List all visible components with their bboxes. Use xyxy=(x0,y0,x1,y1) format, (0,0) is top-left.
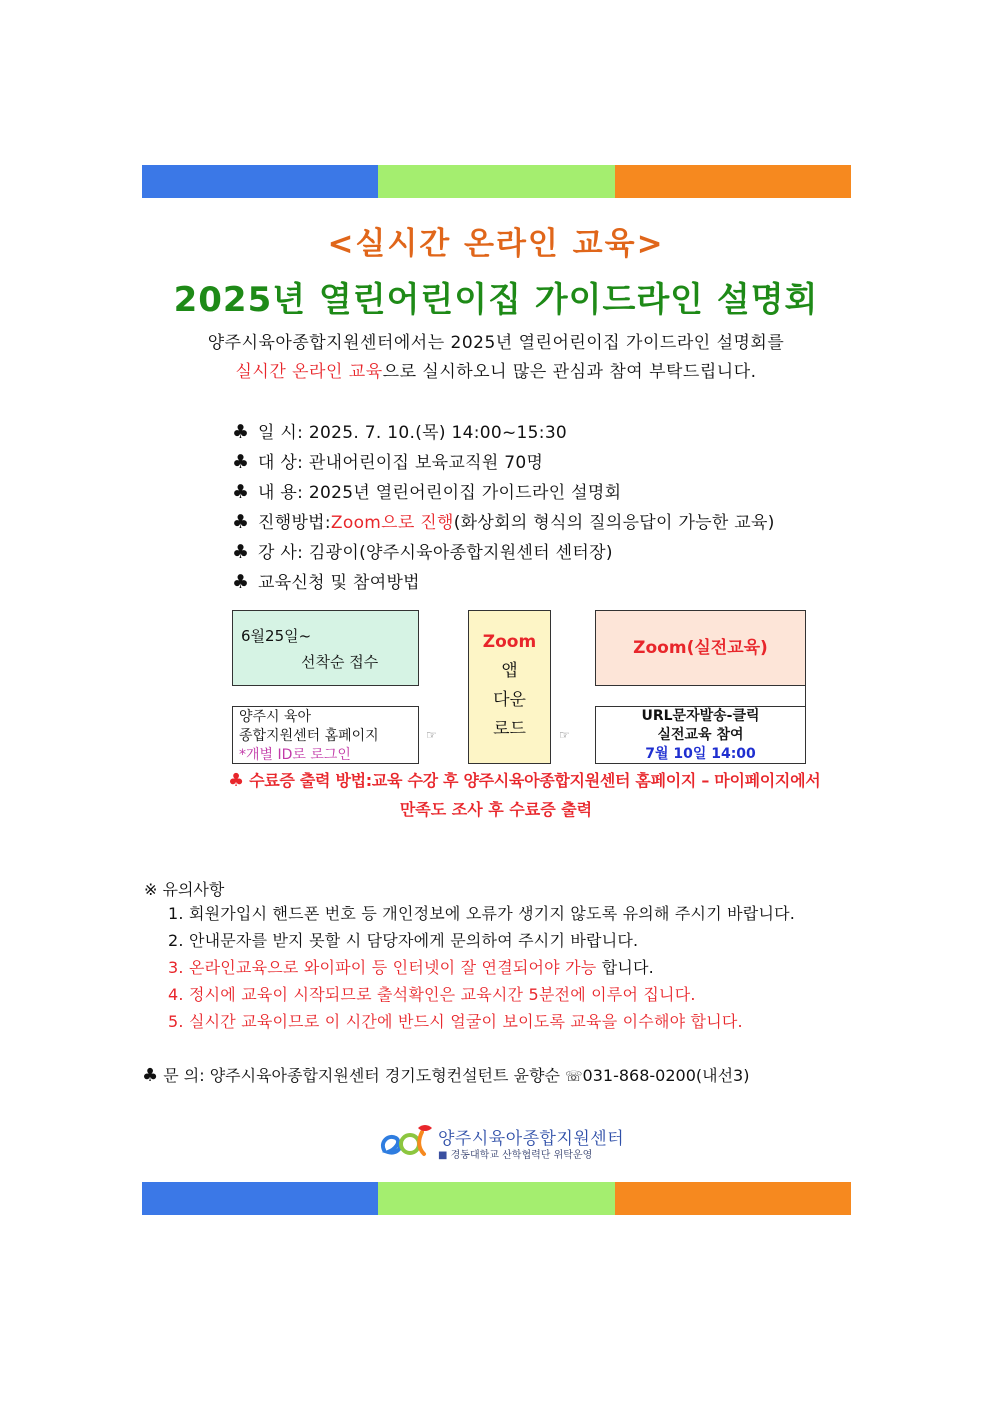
homepage-line1: 양주시 육아 xyxy=(239,709,312,725)
club-icon: ♣ xyxy=(232,421,250,443)
club-icon: ♣ xyxy=(232,571,250,593)
contact-value: 양주시육아종합지원센터 경기도형컨설턴트 윤향순 xyxy=(209,1066,560,1085)
intro-line1: 양주시육아종합지원센터에서는 2025년 열린어린이집 가이드라인 설명회를 xyxy=(207,333,785,353)
phone-icon: ☏ xyxy=(565,1069,583,1085)
item-label: 내 용: xyxy=(258,483,304,503)
item-label: 강 사: xyxy=(258,543,304,563)
club-icon: ♣ xyxy=(228,770,244,791)
info-list xyxy=(232,421,775,601)
note-item: 5. 실시간 교육이므로 이 시간에 반드시 얼굴이 보이도록 교육을 이수해야 합니다. xyxy=(168,1012,743,1031)
note-item: 4. 정시에 교육이 시작되므로 출석확인은 교육시간 5분전에 이루어 집니다. xyxy=(168,985,696,1004)
zoom-load: 로드 xyxy=(493,719,526,739)
zoom-app: 앱 xyxy=(501,661,518,681)
flow-box-homepage xyxy=(232,706,419,764)
club-icon: ♣ xyxy=(232,481,250,503)
item-label: 대 상: xyxy=(258,453,304,473)
bar-green-segment xyxy=(378,1182,614,1215)
logo-mark-icon xyxy=(378,1120,436,1162)
notes-title: ※ 유의사항 xyxy=(144,880,225,899)
registration-note: 선착순 접수 xyxy=(301,653,379,671)
item-value: 김광이(양주시육아종합지원센터 센터장) xyxy=(308,543,613,563)
info-item-target xyxy=(232,451,775,481)
club-icon: ♣ xyxy=(232,541,250,563)
title-line1: <실시간 온라인 교육> xyxy=(327,226,665,262)
item-value: (화상회의 형식의 질의응답이 가능한 교육) xyxy=(453,513,775,533)
info-item-content xyxy=(232,481,775,511)
item-label: 진행방법: xyxy=(258,513,331,533)
certificate-line1 xyxy=(228,768,820,791)
intro-line2 xyxy=(0,357,992,382)
zoom-down: 다운 xyxy=(493,690,526,710)
hand-pointer-icon: ☞ xyxy=(426,728,437,742)
note-item: 2. 안내문자를 받지 못할 시 담당자에게 문의하여 주시기 바랍니다. xyxy=(168,931,639,950)
hand-pointer-icon: ☞ xyxy=(559,728,570,742)
title-line2: 2025년 열린어린이집 가이드라인 설명회 xyxy=(173,280,819,320)
url-date: 7월 10일 14:00 xyxy=(645,746,756,762)
homepage-login-note: *개별 ID로 로그인 xyxy=(239,747,351,763)
item-label: 교육신청 및 참여방법 xyxy=(258,573,420,593)
club-icon: ♣ xyxy=(232,451,250,473)
intro-rest: 으로 실시하오니 많은 관심과 참여 부탁드립니다. xyxy=(382,362,757,382)
club-icon: ♣ xyxy=(232,511,250,533)
flow-box-zoom-download xyxy=(468,610,551,764)
item-value-highlight: Zoom으로 진행 xyxy=(330,513,454,533)
item-value: 2025. 7. 10.(목) 14:00~15:30 xyxy=(308,423,568,443)
center-logo xyxy=(378,1120,638,1162)
contact-phone: 031-868-0200(내선3) xyxy=(582,1066,750,1085)
contact-label: 문 의: xyxy=(163,1066,205,1085)
flow-connector xyxy=(805,686,806,706)
item-value: 관내어린이집 보육교직원 70명 xyxy=(308,453,544,473)
bar-green-segment xyxy=(378,165,614,198)
note-suffix: 합니다. xyxy=(596,958,654,977)
note-item: 1. 회원가입시 핸드폰 번호 등 개인정보에 오류가 생기지 않도록 유의해 주시기 바랍니다. xyxy=(168,904,796,923)
bar-orange-segment xyxy=(615,1182,851,1215)
logo-sub-text: 경동대학교 산학협력단 위탁운영 xyxy=(450,1150,593,1161)
logo-sub xyxy=(438,1146,592,1161)
certificate-text: 수료증 출력 방법:교육 수강 후 양주시육아종합지원센터 홈페이지 – 마이페이지에서 xyxy=(249,771,821,790)
bottom-color-bar xyxy=(142,1182,851,1215)
info-item-apply xyxy=(232,571,775,601)
logo-name: 양주시육아종합지원센터 xyxy=(438,1129,625,1149)
contact-line xyxy=(142,1063,749,1086)
note-item xyxy=(168,956,795,983)
bar-blue-segment xyxy=(142,1182,378,1215)
certificate-line2: 만족도 조사 후 수료증 출력 xyxy=(399,800,593,819)
info-item-instructor xyxy=(232,541,775,571)
intro-highlight: 실시간 온라인 교육 xyxy=(235,362,383,382)
info-item-method xyxy=(232,511,775,541)
item-value: 2025년 열린어린이집 가이드라인 설명회 xyxy=(308,483,622,503)
bar-blue-segment xyxy=(142,165,378,198)
top-color-bar xyxy=(142,165,851,198)
note-highlight: 3. 온라인교육으로 와이파이 등 인터넷이 잘 연결되어야 가능 xyxy=(168,958,597,977)
club-icon: ♣ xyxy=(142,1065,159,1086)
flow-box-zoom-live: Zoom(실전교육) xyxy=(595,610,806,686)
notes-list xyxy=(168,902,795,1037)
homepage-line2: 종합지원센터 홈페이지 xyxy=(239,728,379,744)
info-item-date xyxy=(232,421,775,451)
url-line1: URL문자발송-클릭 xyxy=(641,708,760,724)
zoom-label: Zoom xyxy=(482,632,537,652)
item-label: 일 시: xyxy=(258,423,304,443)
flow-box-url xyxy=(595,706,806,764)
bar-orange-segment xyxy=(615,165,851,198)
url-line2: 실전교육 참여 xyxy=(657,727,744,743)
university-emblem-icon: ■ xyxy=(438,1150,448,1161)
flow-box-registration xyxy=(232,610,419,686)
registration-date: 6월25일~ xyxy=(241,627,312,645)
